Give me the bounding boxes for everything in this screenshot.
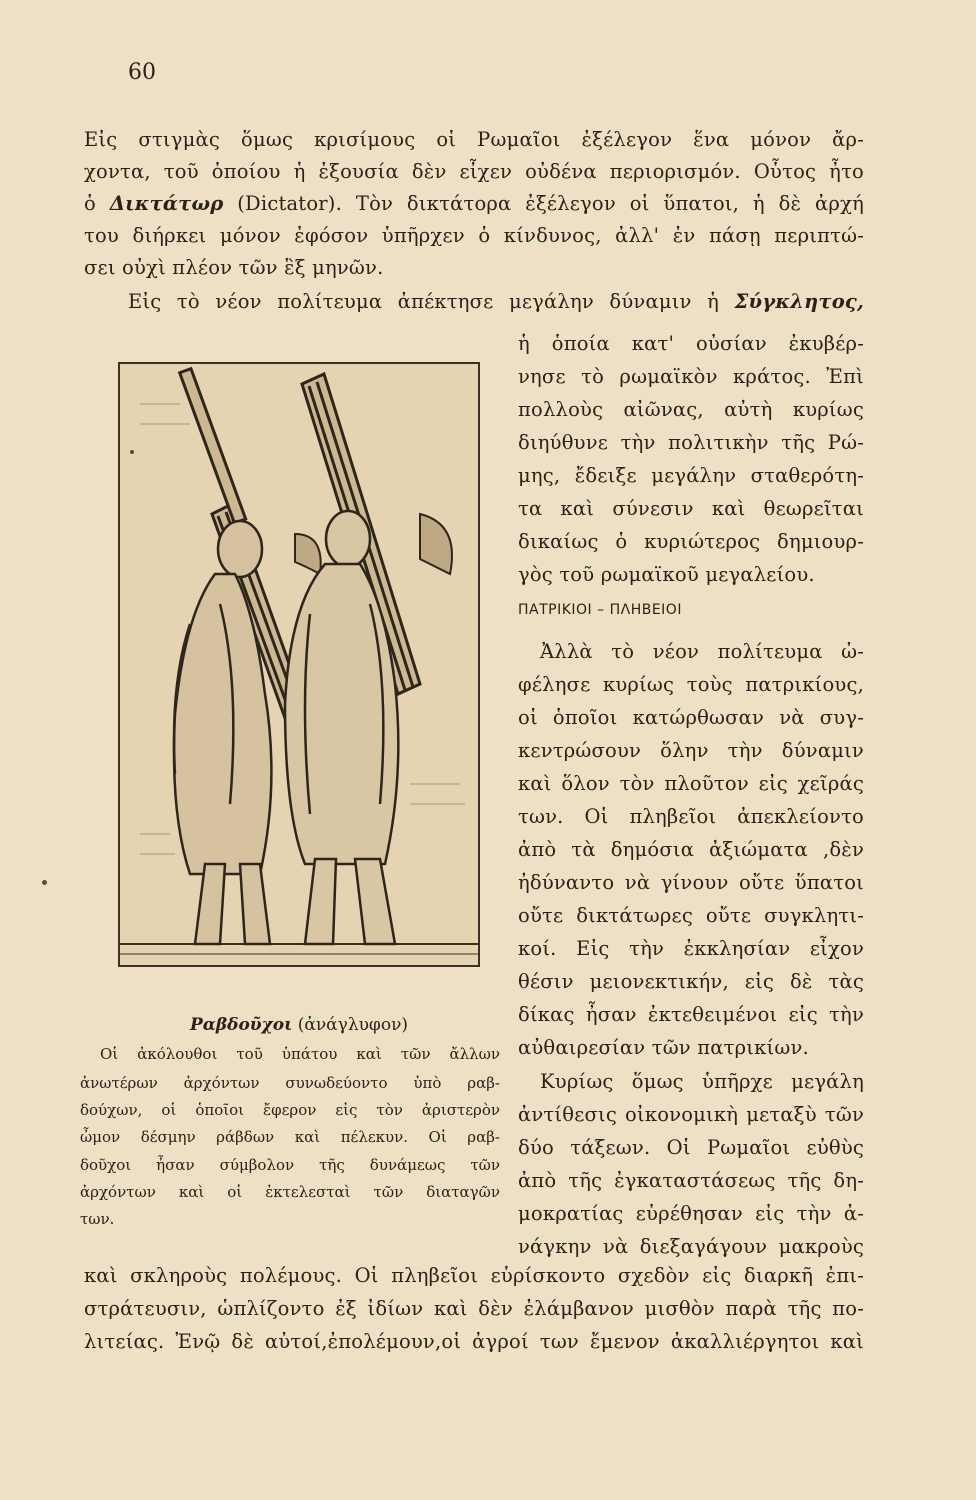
right-column-line: μης, ἔδειξε μεγάλην σταθερότη- [518, 464, 864, 487]
text-line: σει οὐχὶ πλέον τῶν ἓξ μηνῶν. [84, 256, 384, 279]
text-line: Εἰς στιγμὰς ὅμως κρισίμους οἱ Ρωμαῖοι ἐξέλεγον ἕνα μόνον ἄρ- [84, 128, 864, 151]
text-line: του διήρκει μόνον ἐφόσον ὑπῆρχεν ὁ κίνδυνος, ἀλλ' ἐν πάσῃ περιπτώ- [84, 224, 864, 247]
right-column-line: Κυρίως ὅμως ὑπῆρχε μεγάλη [540, 1070, 864, 1093]
right-column-line: νησε τὸ ρωμαϊκὸν κράτος. Ἐπὶ [518, 365, 864, 388]
right-column-line: κοί. Εἰς τὴν ἐκκλησίαν εἶχον [518, 937, 864, 960]
text-line: στράτευσιν, ὡπλίζοντο ἐξ ἰδίων καὶ δὲν ἐλάμβανον μισθὸν παρὰ τῆς πο- [84, 1297, 864, 1320]
text-fragment: ὁ [84, 192, 96, 215]
text-line [128, 292, 864, 312]
text-line: χοντα, τοῦ ὁποίου ἡ ἐξουσία δὲν εἶχεν οὐδένα περιορισμόν. Οὗτος ἦτο [84, 160, 864, 183]
page-number: 60 [128, 60, 156, 85]
lictors-relief-illustration [118, 362, 480, 967]
right-column-line: κεντρώσουν ὅλην τὴν δύναμιν [518, 739, 864, 762]
right-column-line: μοκρατίας εὑρέθησαν εἰς τὴν ἀ- [518, 1202, 864, 1225]
text-fragment: (Dictator). Τὸν δικτάτορα ἐξέλεγον οἱ ὕπατοι, ἡ δὲ ἀρχή [237, 192, 864, 215]
right-column-line: πολλοὺς αἰῶνας, αὐτὴ κυρίως [518, 398, 864, 421]
right-column-line: θέσιν μειονεκτικήν, εἰς δὲ τὰς [518, 970, 864, 993]
right-column-line: οἱ ὁποῖοι κατώρθωσαν νὰ συγ- [518, 706, 864, 729]
caption-line: δούχων, οἱ ὁποῖοι ἔφερον εἰς τὸν ἀριστερὸν [80, 1101, 500, 1119]
right-column-line: Ἀλλὰ τὸ νέον πολίτευμα ὠ- [540, 640, 864, 663]
print-speck [130, 450, 134, 454]
caption-line: ἀρχόντων καὶ οἱ ἐκτελεσταὶ τῶν διαταγῶν [80, 1183, 500, 1201]
figure-caption-title [118, 1015, 480, 1035]
right-column-line: δικαίως ὁ κυριώτερος δημιουρ- [518, 530, 864, 553]
right-column-line: φέλησε κυρίως τοὺς πατρικίους, [518, 673, 864, 696]
right-column-line: αὐθαιρεσίαν τῶν πατρικίων. [518, 1036, 809, 1059]
caption-line: των. [80, 1210, 115, 1228]
right-column-line: ἠδύναντο νὰ γίνουν οὔτε ὕπατοι [518, 871, 864, 894]
text-line: λιτείας. Ἐνῷ δὲ αὐτοί,ἐπολέμουν,οἱ ἀγροί των ἔμενον ἀκαλλιέργητοι καὶ [84, 1330, 864, 1353]
text-fragment: Εἰς τὸ νέον πολίτευμα ἀπέκτησε μεγάλην δύναμιν ἡ [128, 290, 720, 313]
right-column-line: δύο τάξεων. Οἱ Ρωμαῖοι εὐθὺς [518, 1136, 864, 1159]
right-column-line: δίκας ἦσαν ἐκτεθειμένοι εἰς τὴν [518, 1003, 864, 1026]
axe-head [295, 534, 321, 574]
caption-line: δοῦχοι ἦσαν σύμβολον τῆς δυνάμεως τῶν [80, 1156, 500, 1174]
term-senate: Σύγκλητος, [734, 290, 864, 313]
right-column-line: γὸς τοῦ ρωμαϊκοῦ μεγαλείου. [518, 563, 815, 586]
text-line [84, 194, 864, 214]
caption-note: (ἀνάγλυφον) [297, 1015, 409, 1035]
section-heading: ΠΑΤΡΙΚΙΟΙ – ΠΛΗΒΕΙΟΙ [518, 602, 682, 618]
term-dictator: Δικτάτωρ [109, 192, 224, 215]
lictors-engraving [120, 364, 478, 965]
print-speck [42, 880, 47, 885]
right-column-line: ἀπὸ τὰ δημόσια ἀξιώματα ,δὲν [518, 838, 864, 861]
caption-line: ὦμον δέσμην ράβδων καὶ πέλεκυν. Οἱ ραβ- [80, 1128, 500, 1146]
right-column-line: ἀπὸ τῆς ἐγκαταστάσεως τῆς δη- [518, 1169, 864, 1192]
right-column-line: ἡ ὁποία κατ' οὐσίαν ἐκυβέρ- [518, 332, 864, 355]
right-column-line: των. Οἱ πληβεῖοι ἀπεκλείοντο [518, 805, 864, 828]
caption-term: Ραβδοῦχοι [189, 1015, 293, 1035]
text-line: καὶ σκληροὺς πολέμους. Οἱ πληβεῖοι εὑρίσκοντο σχεδὸν εἰς διαρκῆ ἐπι- [84, 1264, 864, 1287]
caption-line: Οἱ ἀκόλουθοι τοῦ ὑπάτου καὶ τῶν ἄλλων [100, 1045, 500, 1063]
right-column-line: ἀντίθεσις οἰκονομικὴ μεταξὺ τῶν [518, 1103, 864, 1126]
caption-line: ἀνωτέρων ἀρχόντων συνωδεύοντο ὑπὸ ραβ- [80, 1074, 500, 1092]
right-column-line: νάγκην νὰ διεξαγάγουν μακροὺς [518, 1235, 864, 1258]
axe-head [420, 514, 452, 574]
right-column-line: διηύθυνε τὴν πολιτικὴν τῆς Ρώ- [518, 431, 864, 454]
right-column-line: τα καὶ σύνεσιν καὶ θεωρεῖται [518, 497, 864, 520]
right-column-line: οὔτε δικτάτωρες οὔτε συγκλητι- [518, 904, 864, 927]
right-column-line: καὶ ὅλον τὸν πλοῦτον εἰς χεῖράς [518, 772, 864, 795]
